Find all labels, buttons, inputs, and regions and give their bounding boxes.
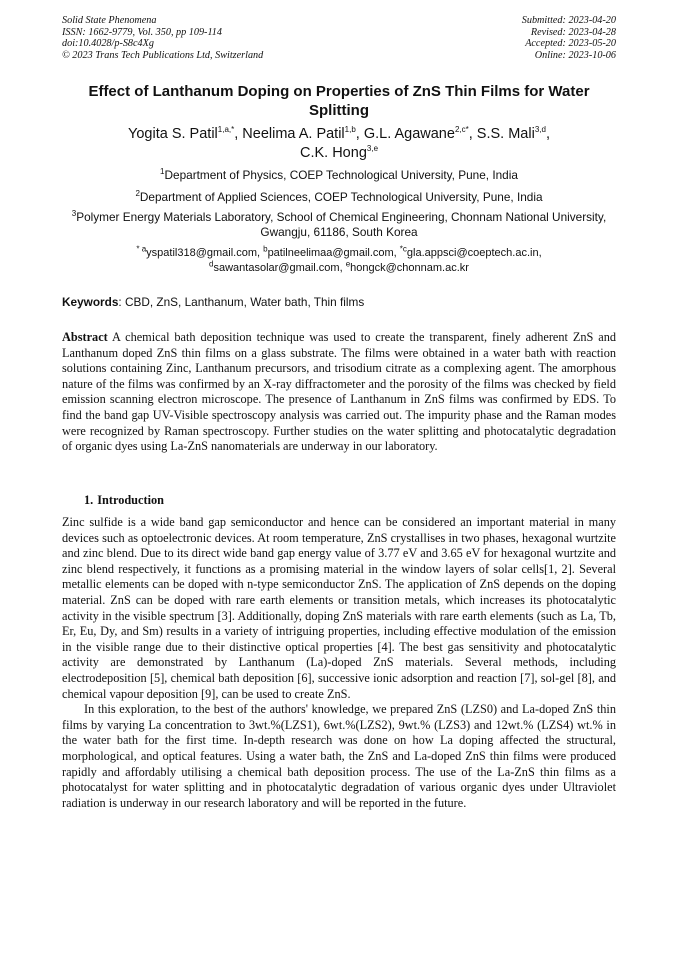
keywords-line: Keywords: CBD, ZnS, Lanthanum, Water bath, Thin films — [62, 295, 365, 309]
submitted-date: Submitted: 2023-04-20 — [521, 15, 616, 26]
affiliation-2 — [62, 190, 616, 205]
paper-title: Effect of Lanthanum Doping on Properties of ZnS Thin Films for Water Splitting — [88, 83, 590, 119]
affiliation-marker: 1 — [160, 167, 165, 177]
journal-name: Solid State Phenomena — [62, 15, 157, 26]
copyright-line: © 2023 Trans Tech Publications Ltd, Switzerland — [62, 49, 264, 61]
author-name: G.L. Agawane — [363, 126, 455, 142]
author-name: Neelima A. Patil — [242, 126, 345, 142]
email-link[interactable]: hongck@chonnam.ac.kr — [350, 262, 469, 274]
email-link[interactable]: sawantasolar@gmail.com — [213, 262, 340, 274]
email-marker: * a — [136, 244, 147, 254]
author-affiliation-marker: 1,a,* — [217, 125, 235, 135]
email-marker: b — [263, 244, 268, 254]
section-heading-introduction — [84, 493, 164, 508]
author-affiliation-marker: 3,e — [366, 144, 379, 154]
affiliation-text: Polymer Energy Materials Laboratory, School of Chemical Engineering, Chonnam National University, Gwangju, 61186, South Korea — [76, 210, 607, 239]
journal-info — [62, 15, 263, 61]
email-marker: e — [345, 259, 351, 269]
section-number: 1. — [84, 493, 94, 507]
author-name: C.K. Hong — [299, 145, 367, 161]
revised-date: Revised: 2023-04-28 — [530, 26, 616, 38]
section-title: Introduction — [97, 493, 164, 507]
publication-dates — [522, 15, 616, 61]
affiliation-text: Department of Physics, COEP Technological University, Pune, India — [164, 168, 518, 182]
email-link[interactable]: gla.appsci@coeptech.ac.in — [406, 247, 539, 259]
affiliation-text: Department of Applied Sciences, COEP Technological University, Pune, India — [139, 190, 543, 204]
affiliation-marker: 2 — [135, 189, 140, 199]
email-link[interactable]: patilneelimaa@gmail.com — [267, 247, 394, 259]
accepted-date: Accepted: 2023-05-20 — [525, 38, 616, 50]
introduction-paragraph-1: Zinc sulfide is a wide band gap semiconductor and hence can be considered an important material in many devices such as optoelectronic devices. At room temperature, ZnS crystallises in two phases, hexagonal wurtzite and zinc blend. Due to its direct wide band gap energy value of 3.77 eV and 3.65 eV for hexagonal wurtzite and zinc blend respectively, it functions as a promising material in the window layers of solar cells[1, 2]. Several metallic elements can be doped with n-type semiconductor ZnS. The application of ZnS depends on the doping material. ZnS can be doped with rare earth elements or transition metals, which increases its photocatalytic activity in the visible spectrum [3]. Additionally, doping ZnS materials with rare earth elements (such as La, Tb, Er, Eu, Dy, and Sm) results in a variety of intriguing properties, including effective modulation of the emission in the visible range due to their distinctive optical properties [4]. The best gas sensitivity and photocatalytic activity are demonstrated by Lanthanum (La)-doped ZnS materials. Several methods, including electrodeposition [5], chemical bath deposition [6], successive ionic adsorption and reaction [7], sol-gel [8], and chemical vapour deposition [9], can be used to create ZnS. — [62, 515, 616, 701]
author-list: Yogita S. Patil$^{1,a,*}$, Neelima A. Patil$^{1,b}$, G.L. Agawane$^{2,c*}$, S.S. Mali$^{3,d}$, C.K. Hong$^{3,e}$ — [128, 125, 550, 161]
affiliation-marker: 3 — [71, 209, 77, 219]
keywords-label: Keywords — [62, 295, 119, 309]
author-emails: $^{* a}$yspatil318@gmail.com, $^b$patilneelimaa@gmail.com, $^{*c}$gla.appsci@coeptech.ac.in, $^d$sawantasolar@gmail.com, $^e$hongck@chonnam.ac.kr — [136, 244, 542, 274]
online-date: Online: 2023-10-06 — [534, 49, 616, 61]
abstract — [62, 330, 616, 455]
email-marker: *c — [399, 244, 407, 254]
email-marker: d — [209, 259, 214, 269]
author-affiliation-marker: 2,c* — [454, 125, 469, 135]
introduction-body — [62, 515, 616, 811]
issn-line: ISSN: 1662-9779, Vol. 350, pp 109-114 — [62, 26, 222, 38]
author-name: Yogita S. Patil — [128, 126, 218, 142]
author-affiliation-marker: 3,d — [534, 125, 546, 135]
author-affiliation-marker: 1,b — [344, 125, 356, 135]
affiliation-1 — [62, 168, 616, 183]
email-link[interactable]: yspatil318@gmail.com — [146, 247, 257, 259]
author-name: S.S. Mali — [476, 126, 535, 142]
introduction-paragraph-2: In this exploration, to the best of the authors' knowledge, we prepared ZnS (LZS0) and La-doped ZnS thin films by varying La concentration to 3wt.%(LZS1), 6wt.%(LZS2), 9wt.% (LZS3) and 12wt.% (LZS4) wt.% in the water bath for the first time. In-depth research was done on how La doping affected the structural, morphological, and optical features. Using a water bath, the ZnS and La-doped ZnS thin films were produced rapidly and affordably utilising a chemical bath deposition process. The use of the La-ZnS thin films as a photocatalyst for water splitting and in photocatalytic degradation of various organic dyes under Ultraviolet radiation is underway in our research laboratory and will be reported in the future. — [62, 702, 616, 810]
abstract-label: Abstract — [62, 330, 108, 344]
doi-line[interactable]: doi:10.4028/p-S8c4Xg — [62, 38, 154, 50]
affiliation-3 — [62, 210, 616, 240]
keywords-text: CBD, ZnS, Lanthanum, Water bath, Thin films — [124, 295, 365, 309]
abstract-text: A chemical bath deposition technique was used to create the transparent, finely adherent ZnS and Lanthanum doped ZnS thin films on a glass substrate. The films were obtained in a water bath with reaction solutions containing Zinc, Lanthanum precursors, and trisodium citrate as a complexing agent. The amorphous nature of the films was confirmed by an X-ray diffractometer and the porosity of the films was checked by field emission scanning electron microscope. The presence of Lanthanum in ZnS films was confirmed by EDS. To find the band gap UV-Visible spectroscopy analysis was carried out. The impurity phase and the Raman modes were recognized by Raman spectroscopy. Further studies on the water splitting and photocatalytic degradation of organic dyes using La-ZnS nanomaterials are underway in our laboratory. — [62, 330, 616, 454]
